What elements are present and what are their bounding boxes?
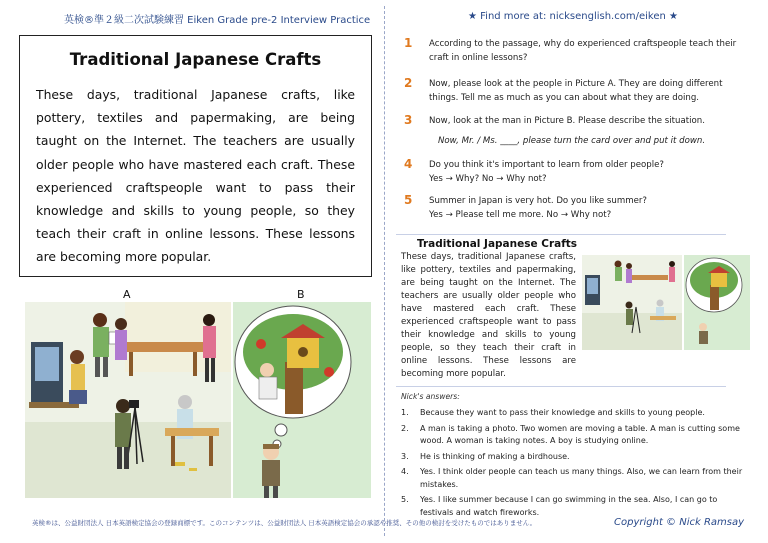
answer-item: [401, 466, 753, 491]
footer-trademark-note: 英検®は、公益財団法人 日本英語検定協会の登録商標です。このコンテンツは、公益財団法人 日本英語検定協会の承認や推奨、その他の検討を受けたものではありません。: [32, 519, 537, 527]
answer-text: Yes. I like summer because I can go swimming in the sea. Also, I can go to festivals and watch fireworks.: [420, 495, 718, 517]
question-item: [404, 114, 754, 136]
question-number: 3: [404, 113, 413, 127]
footer-copyright: Copyright © Nick Ramsay: [614, 517, 745, 528]
question-number: 2: [404, 76, 413, 90]
question-followup: Yes → Please tell me more. No → Why not?: [429, 210, 612, 220]
section-rule: [396, 234, 726, 235]
question-followup: Yes → Why? No → Why not?: [429, 174, 547, 184]
answer-text: Because they want to pass their knowledge and skills to young people.: [420, 408, 705, 417]
mini-passage-text: These days, traditional Japanese crafts, like pottery, textiles and papermaking, are being taught on the Internet. The teachers are usually older people who have mastered each craft. These experienced craftspeople want to pass their knowledge and skills to young people, so they teach their craft in online lessons. These lessons are becoming more popular.: [401, 252, 576, 379]
answer-text: Yes. I think older people can teach us many things. Also, we can learn from their mistakes.: [420, 467, 743, 489]
question-text: Now, please look at the people in Picture A. They are doing different things. Tell me as much as you can about what they are doing.: [429, 79, 723, 103]
question-item: [404, 37, 754, 77]
picture-a: [25, 302, 231, 498]
question-text: Summer in Japan is very hot. Do you like summer?: [429, 196, 647, 206]
mini-picture-b: [684, 255, 750, 350]
answer-item: [401, 494, 753, 519]
answer-text: A man is taking a photo. Two women are moving a table. A man is cutting some wood. A woman is taking notes. A boy is studying online.: [420, 423, 740, 445]
question-item: [404, 194, 754, 224]
answers-list: [401, 407, 753, 522]
answer-item: [401, 451, 753, 464]
answer-item: [401, 423, 753, 448]
question-item: [404, 158, 754, 194]
question-text: Do you think it's important to learn from older people?: [429, 160, 664, 170]
passage-title: Traditional Japanese Crafts: [69, 50, 322, 69]
answers-heading: Nick's answers:: [401, 392, 460, 401]
questions-list: [404, 37, 754, 224]
question-text: Now, look at the man in Picture B. Please describe the situation.: [429, 116, 705, 126]
mini-picture-b-illustration: [684, 255, 750, 350]
picture-b: [233, 302, 371, 498]
section-rule: [396, 386, 726, 387]
passage-text: These days, traditional Japanese crafts, like pottery, textiles and papermaking, are being taught on the Internet. The teachers are usually older people who have mastered each craft. These experienced craftspeople want to pass their knowledge and skills to young people, so they teach their craft in online lessons. These lessons are becoming more popular.: [36, 87, 355, 265]
mini-picture-a-illustration: [582, 255, 682, 350]
question-3-instruction: Now, Mr. / Ms. ____, please turn the card over and put it down.: [438, 136, 706, 146]
passage-card: [19, 35, 372, 277]
answer-number: 2.: [401, 423, 409, 433]
answer-number: 3.: [401, 451, 409, 461]
mini-picture-a: [582, 255, 682, 350]
page-divider: [384, 6, 385, 536]
picture-b-label: B: [297, 288, 305, 301]
picture-a-illustration: [25, 302, 231, 498]
question-number: 4: [404, 157, 413, 171]
question-item: [404, 77, 754, 114]
answer-item: [401, 407, 753, 420]
answer-text: He is thinking of making a birdhouse.: [420, 451, 570, 461]
mini-passage-title: Traditional Japanese Crafts: [417, 238, 578, 250]
question-text: According to the passage, why do experienced craftspeople teach their craft in online lessons?: [429, 39, 737, 63]
answer-number: 4.: [401, 467, 409, 476]
answer-number: 5.: [401, 495, 409, 504]
picture-b-illustration: [233, 302, 371, 498]
header-website-link[interactable]: ★ Find more at: nicksenglish.com/eiken ★: [468, 11, 678, 22]
answer-number: 1.: [401, 408, 409, 417]
question-number: 1: [404, 36, 413, 50]
picture-a-label: A: [123, 288, 131, 301]
question-number: 5: [404, 193, 413, 207]
header-title: 英検®準２級二次試験練習 Eiken Grade pre-2 Interview Practice: [64, 15, 371, 26]
